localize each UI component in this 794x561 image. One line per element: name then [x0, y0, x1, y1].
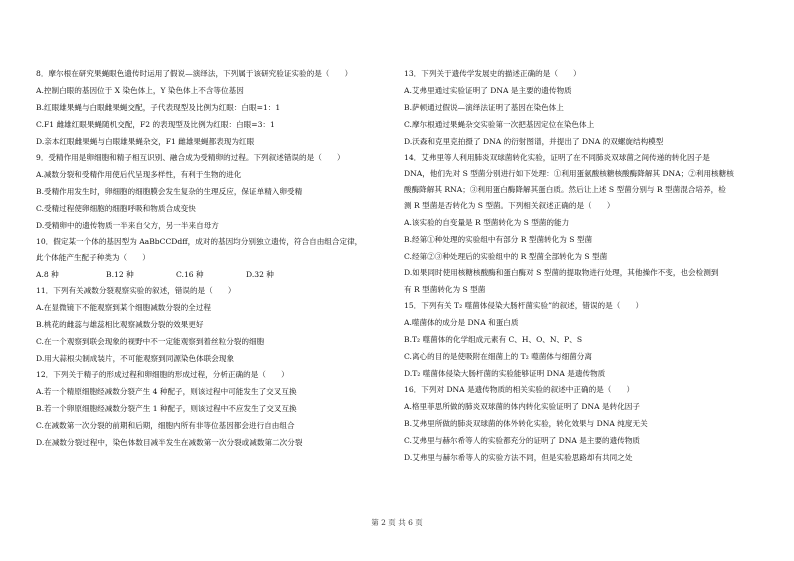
question-8 [36, 66, 392, 150]
page-number-footer: 第 2 页 共 6 页 [371, 518, 423, 527]
question-10 [36, 234, 392, 283]
option-a: A.控制白眼的基因位于 X 染色体上，Y 染色体上不含等位基因 [36, 86, 244, 95]
option-d-continued: 有 R 型菌转化为 S 型菌 [404, 285, 486, 294]
option-d: D.用大蒜根尖制成装片，不可能观察到同源染色体联会现象 [36, 354, 235, 363]
option-c: C.艾弗里与赫尔希等人的实验都充分的证明了 DNA 是主要的遗传物质 [404, 436, 641, 445]
option-a: A.8 种 [36, 270, 59, 279]
option-d: D.艾弗里与赫尔希等人的实验方法不同，但是实验思路却有共同之处 [404, 453, 633, 462]
left-column [36, 66, 392, 451]
option-c: C.在减数第一次分裂的前期和后期，细胞内所有非等位基因都会进行自由组合 [36, 421, 295, 430]
option-d: D.32 种 [246, 270, 274, 279]
question-9 [36, 150, 392, 234]
question-stem: 12．下列关于精子的形成过程和卵细胞的形成过程，分析正确的是（ ） [36, 370, 289, 379]
question-stem: 13．下列关于遗传学发展史的描述正确的是（ ） [404, 69, 581, 78]
option-a: A.该实验的自变量是 R 型菌转化为 S 型菌的能力 [404, 218, 570, 227]
question-15 [404, 298, 760, 382]
right-column [404, 66, 760, 466]
option-b: B.桃花的雌蕊与雄蕊相比观察减数分裂的效果更好 [36, 320, 204, 329]
option-a: A.格里菲思所做的肺炎双球菌的体内转化实验证明了 DNA 是转化因子 [404, 402, 640, 411]
options-row [36, 266, 392, 283]
question-stem: 8．摩尔根在研究果蝇眼色遗传时运用了假说—演绎法，下列属于该研究验证实验的是（ ） [36, 69, 353, 78]
question-stem-continued: DNA，他们先对 S 型菌分别进行如下处理：①利用蛋氨酸核糖核酸酶降解其 DNA；②利用核糖核 [404, 169, 734, 178]
question-stem: 9．受精作用是卵细胞和精子相互识别、融合成为受精卵的过程。下列叙述错误的是（ ） [36, 153, 345, 162]
question-stem-continued: 酸酶降解其 RNA；③利用蛋白酶降解其蛋白质。然后让上述 S 型菌分别与 R 型菌混合培养，检 [404, 185, 726, 194]
option-c: C.16 种 [176, 270, 204, 279]
question-stem-continued: 测 R 型菌是否转化为 S 型菌。下列相关叙述正确的是（ ） [404, 201, 615, 210]
option-c: C.受精过程使卵细胞的细胞呼吸和物质合成变快 [36, 204, 196, 213]
option-b: B.红眼雄果蝇与白眼雌果蝇交配，子代表现型及比例为红眼：白眼=1：1 [36, 103, 281, 112]
option-c: C.经第②③种处理后的实验组中的 R 型菌全部转化为 S 型菌 [404, 252, 608, 261]
question-stem: 10．假定某一个体的基因型为 AaBbCCDdff，成对的基因均分别独立遗传，符合自由组合定律， [36, 237, 363, 246]
option-b: B.经第①种处理的实验组中有部分 R 型菌转化为 S 型菌 [404, 235, 593, 244]
option-b: B.T₂ 噬菌体的化学组成元素有 C、H、O、N、P、S [404, 335, 583, 344]
option-d: D.如果同时使用核糖核酸酶和蛋白酶对 S 型菌的提取物进行处理，其他操作不变，也会检测到 [404, 268, 719, 277]
option-c: C.摩尔根通过果蝇杂交实验第一次把基因定位在染色体上 [404, 120, 595, 129]
option-a: A.在显微镜下不能观察到某个细胞减数分裂的全过程 [36, 303, 211, 312]
option-c: C.F1 雌雄红眼果蝇随机交配，F2 的表现型及比例为红眼：白眼=3：1 [36, 120, 275, 129]
question-stem-continued: 此个体能产生配子种类为（ ） [36, 253, 150, 262]
question-stem: 16．下列对 DNA 是遗传物质的相关实验的叙述中正确的是（ ） [404, 385, 635, 394]
option-d: D.T₂ 噬菌体侵染大肠杆菌的实验能够证明 DNA 是遗传物质 [404, 369, 606, 378]
option-c: C.在一个观察到联会现象的视野中不一定能观察到着丝粒分裂的细胞 [36, 337, 265, 346]
option-b: B.艾弗里所做的肺炎双球菌的体外转化实验，转化效果与 DNA 纯度无关 [404, 419, 648, 428]
question-stem: 11．下列有关减数分裂观察实验的叙述，错误的是（ ） [36, 286, 236, 295]
option-a: A.噬菌体的成分是 DNA 和蛋白质 [404, 318, 519, 327]
option-b: B.萨顿通过假说—演绎法证明了基因在染色体上 [404, 103, 564, 112]
option-d: D.受精卵中的遗传物质一半来自父方，另一半来自母方 [36, 221, 219, 230]
option-d: D.亲本红眼雌果蝇与白眼雄果蝇杂交，F1 雌雄果蝇都表现为红眼 [36, 137, 255, 146]
question-12 [36, 367, 392, 451]
question-13 [404, 66, 760, 150]
option-b: B.若一个卵原细胞经减数分裂产生 1 种配子，则该过程中不应发生了交叉互换 [36, 404, 297, 413]
question-stem: 15．下列有关 T₂ 噬菌体侵染大肠杆菌实验”的叙述，错误的是（ ） [404, 301, 644, 310]
question-14 [404, 150, 760, 298]
question-16 [404, 382, 760, 466]
question-11 [36, 283, 392, 367]
option-d: D.在减数分裂过程中，染色体数目减半发生在减数第一次分裂或减数第二次分裂 [36, 438, 303, 447]
question-stem: 14．艾弗里等人利用肺炎双球菌转化实验，证明了在不同肺炎双球菌之间传递的转化因子是 [404, 153, 710, 162]
option-c: C.离心的目的是使吸附在细菌上的 T₂ 噬菌体与细菌分离 [404, 352, 592, 361]
option-d: D.沃森和克里克拍摄了 DNA 的衍射图谱，并提出了 DNA 的双螺旋结构模型 [404, 137, 664, 146]
option-b: B.12 种 [106, 270, 134, 279]
option-a: A.减数分裂和受精作用使后代呈现多样性，有利于生物的进化 [36, 170, 242, 179]
option-a: A.艾弗里通过实验证明了 DNA 是主要的遗传物质 [404, 86, 572, 95]
option-a: A.若一个精原细胞经减数分裂产生 4 种配子，则该过程中可能发生了交叉互换 [36, 387, 297, 396]
option-b: B.受精作用发生时，卵细胞的细胞膜会发生复杂的生理反应，保证单精入卵受精 [36, 187, 303, 196]
